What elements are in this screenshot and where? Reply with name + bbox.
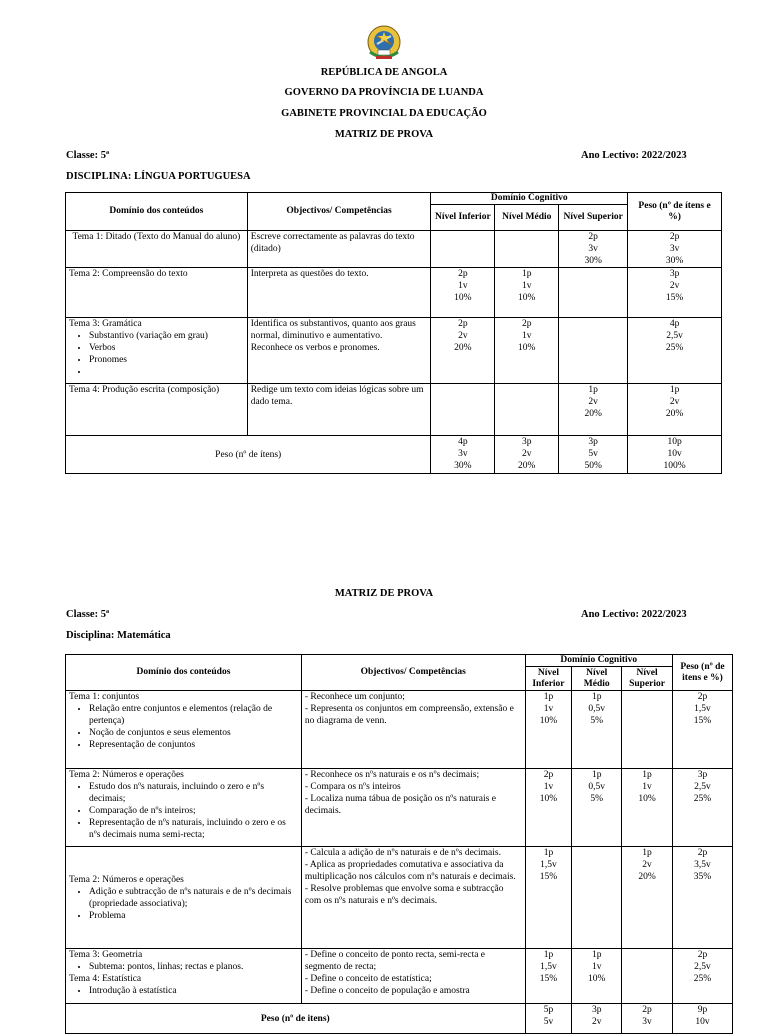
col-objectivos: Objectivos/ Competências [247,193,431,231]
header-gabinete: GABINETE PROVINCIAL DA EDUCAÇÃO [281,108,487,119]
list-item: • Comparação de nºs inteiros; [89,805,298,817]
list-item [89,366,244,378]
dominio-cell: Tema 4: Produção escrita (composição) [66,384,248,436]
peso-cell: 1p 2v 20% [628,384,722,436]
superior-cell [559,318,628,384]
dominio-cell: Tema 3: Gramática • Substantivo (variação em grau) • Verbos • Pronomes • [66,318,248,384]
section2-classe: Classe: 5ª [66,609,110,620]
superior-cell: 1p 1v 10% [622,769,673,847]
list-item: • Introdução à estatística [89,985,298,997]
peso-cell: 3p 2v 15% [628,268,722,318]
list-item: • Representação de conjuntos [89,739,298,751]
matriz-portugues-table [65,192,722,474]
section2-ano: Ano Lectivo: 2022/2023 [581,609,687,620]
table-row [66,436,722,474]
inferior-cell: 2p 1v 10% [525,769,572,847]
medio-cell [495,384,559,436]
table-row [66,1004,733,1034]
list-item: • Verbos [89,342,244,354]
dominio-cell: Tema 1: conjuntos • Relação entre conjuntos e elementos (relação de pertença) • Noção de conjuntos e seus elementos • Representação de conjuntos [66,691,302,769]
col-inferior: Nível Inferior [431,205,495,231]
total-superior: 2p 3v [622,1004,673,1034]
table-row [66,847,733,949]
table-row [66,769,733,847]
col-dominio: Domínio dos conteúdos [66,193,248,231]
objectivos-cell: - Reconhece os nºs naturais e os nºs decimais; - Compara os nºs inteiros - Localiza numa tábua de posição os nºs naturais e decimais. [301,769,525,847]
superior-cell: 2p 3v 30% [559,231,628,268]
col-superior: Nível Superior [559,205,628,231]
col-dominio: Domínio dos conteúdos [66,655,302,691]
section1-classe: Classe: 5ª [66,150,110,161]
superior-cell [622,949,673,1004]
section1-ano: Ano Lectivo: 2022/2023 [581,150,687,161]
list-item: • Adição e subtracção de nºs naturais e de nºs decimais (propriedade associativa); [89,886,298,910]
section2-title: MATRIZ DE PROVA [334,588,434,599]
objectivos-cell: Interpreta as questões do texto. [247,268,431,318]
dominio-cell: Tema 2: Números e operações • Adição e subtracção de nºs naturais e de nºs decimais (propriedade associativa); • Problema [66,847,302,949]
list-item: • Pronomes [89,354,244,366]
objectivos-cell: - Calcula a adição de nºs naturais e de nºs decimais. - Aplica as propriedades comutativa e associativa da multiplicação nos cálculos com nºs naturais e decimais. - Resolve problemas que envolve soma e subtracção com os nºs naturais e nºs decimais. [301,847,525,949]
col-cognitivo: Domínio Cognitivo [431,193,628,205]
angola-emblem [364,22,404,62]
table-row [66,268,722,318]
medio-cell: 1p 1v 10% [572,949,622,1004]
total-label: Peso (nº de itens) [66,1004,526,1034]
dominio-cell: Tema 2: Compreensão do texto [66,268,248,318]
header-republica: REPÚBLICA DE ANGOLA [320,67,448,78]
medio-cell: 1p 1v 10% [495,268,559,318]
col-medio: Nível Médio [572,667,622,691]
list-item: • Substantivo (variação em grau) [89,330,244,342]
objectivos-cell: - Reconhece um conjunto; - Representa os conjuntos em compreensão, extensão e no diagrama de venn. [301,691,525,769]
inferior-cell: 1p 1,5v 15% [525,949,572,1004]
inferior-cell [431,384,495,436]
header-governo: GOVERNO DA PROVÍNCIA DE LUANDA [284,87,484,98]
col-peso: Peso (nº de ítens e %) [628,193,722,231]
col-medio: Nível Médio [495,205,559,231]
inferior-cell: 1p 1v 10% [525,691,572,769]
peso-cell: 3p 2,5v 25% [672,769,732,847]
matriz-matematica-table [65,654,733,1034]
peso-cell: 2p 1,5v 15% [672,691,732,769]
total-peso: 9p 10v [672,1004,732,1034]
list-item: • Problema [89,910,298,922]
table-row [66,318,722,384]
peso-cell: 2p 3,5v 35% [672,847,732,949]
peso-cell: 2p 3v 30% [628,231,722,268]
table-row [66,231,722,268]
total-peso: 10p 10v 100% [628,436,722,474]
total-medio: 3p 2v 20% [495,436,559,474]
objectivos-cell: Escreve correctamente as palavras do texto (ditado) [247,231,431,268]
section1-title: MATRIZ DE PROVA [334,129,434,140]
medio-cell: 1p 0,5v 5% [572,691,622,769]
col-peso: Peso (nº de itens e %) [672,655,732,691]
table-row [66,949,733,1004]
inferior-cell: 2p 1v 10% [431,268,495,318]
medio-cell: 2p 1v 10% [495,318,559,384]
total-inferior: 4p 3v 30% [431,436,495,474]
objectivos-cell: - Define o conceito de ponto recta, semi-recta e segmento de recta; - Define o conceito de estatística; - Define o conceito de população e amostra [301,949,525,1004]
col-cognitivo: Domínio Cognitivo [525,655,672,667]
medio-cell [495,231,559,268]
superior-cell: 1p 2v 20% [559,384,628,436]
dominio-cell: Tema 3: Geometria • Subtema: pontos, linhas; rectas e planos. Tema 4: Estatística • Introdução à estatística [66,949,302,1004]
col-inferior: Nível Inferior [525,667,572,691]
table-row [66,691,733,769]
medio-cell: 1p 0,5v 5% [572,769,622,847]
col-superior: Nível Superior [622,667,673,691]
section2-disciplina: Disciplina: Matemática [66,630,171,641]
col-objectivos: Objectivos/ Competências [301,655,525,691]
medio-cell [572,847,622,949]
section1-disciplina: DISCIPLINA: LÍNGUA PORTUGUESA [66,171,251,182]
inferior-cell [431,231,495,268]
table-row [66,384,722,436]
list-item: • Subtema: pontos, linhas; rectas e planos. [89,961,298,973]
total-superior: 3p 5v 50% [559,436,628,474]
objectivos-cell: Identifica os substantivos, quanto aos graus normal, diminutivo e aumentativo. Reconhece os verbos e pronomes. [247,318,431,384]
list-item: • Estudo dos nºs naturais, incluindo o zero e nºs decimais; [89,781,298,805]
list-item: • Relação entre conjuntos e elementos (relação de pertença) [89,703,298,727]
inferior-cell: 1p 1,5v 15% [525,847,572,949]
inferior-cell: 2p 2v 20% [431,318,495,384]
superior-cell [622,691,673,769]
list-item: • Representação de nºs naturais, incluindo o zero e os nºs decimais numa semi-recta; [89,817,298,841]
peso-cell: 4p 2,5v 25% [628,318,722,384]
superior-cell [559,268,628,318]
total-label: Peso (nº de ítens) [66,436,431,474]
dominio-cell: Tema 2: Números e operações • Estudo dos nºs naturais, incluindo o zero e nºs decimais; • Comparação de nºs inteiros; • Representação de nºs naturais, incluindo o zero e os nºs decimais numa semi-recta; [66,769,302,847]
dominio-cell: Tema 1: Ditado (Texto do Manual do aluno) [66,231,248,268]
objectivos-cell: Redige um texto com ideias lógicas sobre um dado tema. [247,384,431,436]
list-item: • Noção de conjuntos e seus elementos [89,727,298,739]
peso-cell: 2p 2,5v 25% [672,949,732,1004]
total-inferior: 5p 5v [525,1004,572,1034]
total-medio: 3p 2v [572,1004,622,1034]
superior-cell: 1p 2v 20% [622,847,673,949]
